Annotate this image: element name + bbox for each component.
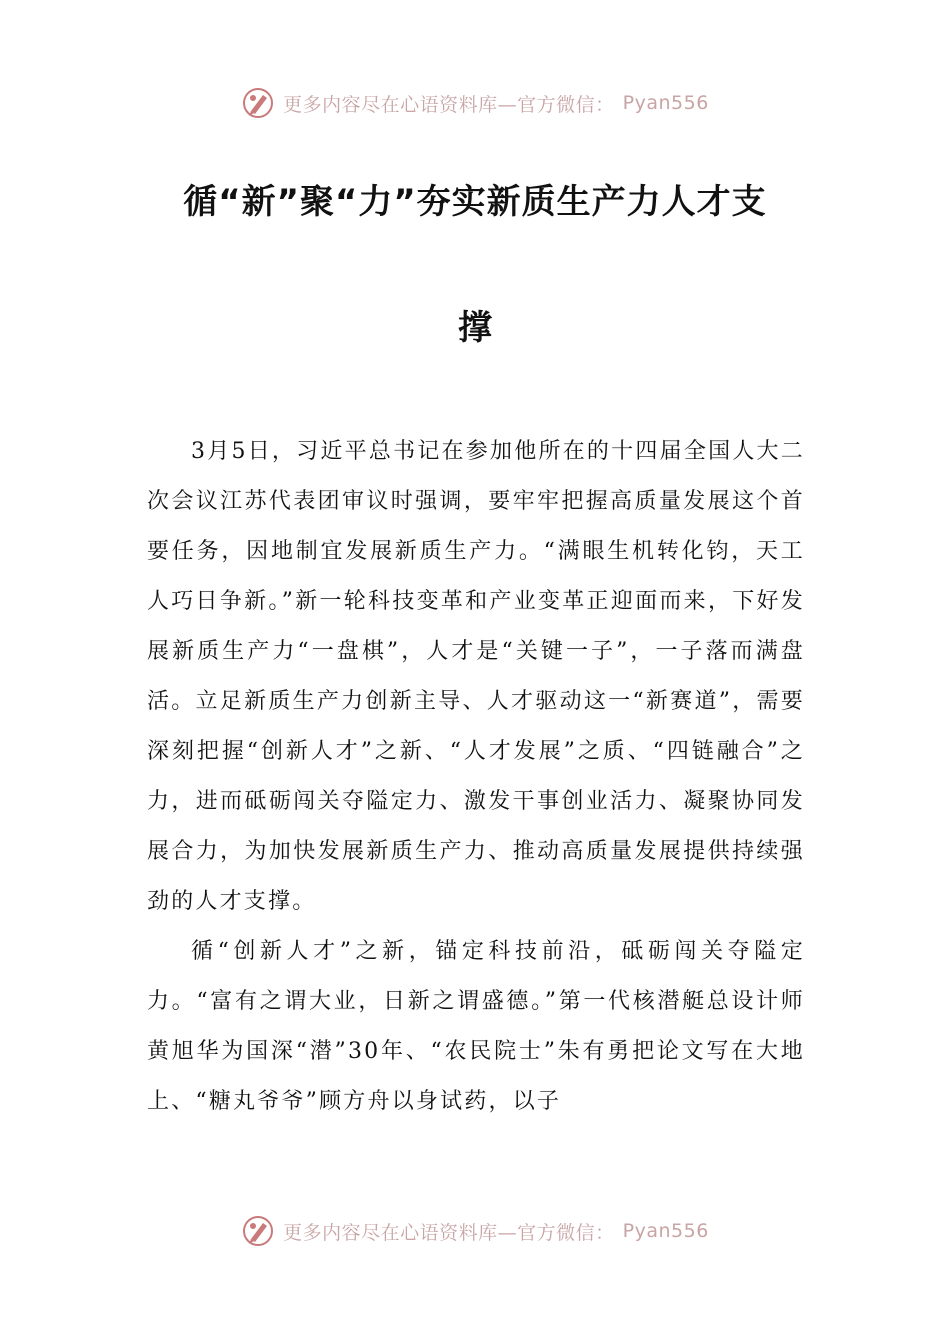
- document-title-line-2: 撑: [458, 308, 492, 348]
- watermark-footer: [0, 1214, 950, 1248]
- watermark-wechat-id: Pyan556: [622, 1220, 709, 1242]
- document-title-line-1: 循“新”聚“力”夯实新质生产力人才支: [183, 182, 767, 222]
- document-body: [147, 427, 805, 1127]
- body-paragraph-1: 3月5日，习近平总书记在参加他所在的十四届全国人大二次会议江苏代表团审议时强调，要牢牢把握高质量发展这个首要任务，因地制宜发展新质生产力。“满眼生机转化钧，天工人巧日争新。”新一轮科技变革和产业变革正迎面而来，下好发展新质生产力“一盘棋”，人才是“关键一子”，一子落而满盘活。立足新质生产力创新主导、人才驱动这一“新赛道”，需要深刻把握“创新人才”之新、“人才发展”之质、“四链融合”之力，进而砥砺闯关夺隘定力、激发干事创业活力、凝聚协同发展合力，为加快发展新质生产力、推动高质量发展提供持续强劲的人才支撑。: [147, 439, 805, 914]
- watermark-text: 更多内容尽在心语资料库—官方微信：: [283, 93, 615, 116]
- body-paragraph-2: 循“创新人才”之新，锚定科技前沿，砥砺闯关夺隘定力。“富有之谓大业，日新之谓盛德。”第一代核潜艇总设计师黄旭华为国深“潜”30年、“农民院士”朱有勇把论文写在大地上、“糖丸爷爷”顾方舟以身试药，以子: [147, 939, 805, 1114]
- watermark-text: 更多内容尽在心语资料库—官方微信：: [283, 1221, 615, 1244]
- watermark-header: [0, 86, 950, 120]
- pen-nib-circle-icon: [241, 86, 275, 120]
- pen-nib-circle-icon: [241, 1214, 275, 1248]
- watermark-wechat-id: Pyan556: [622, 92, 709, 114]
